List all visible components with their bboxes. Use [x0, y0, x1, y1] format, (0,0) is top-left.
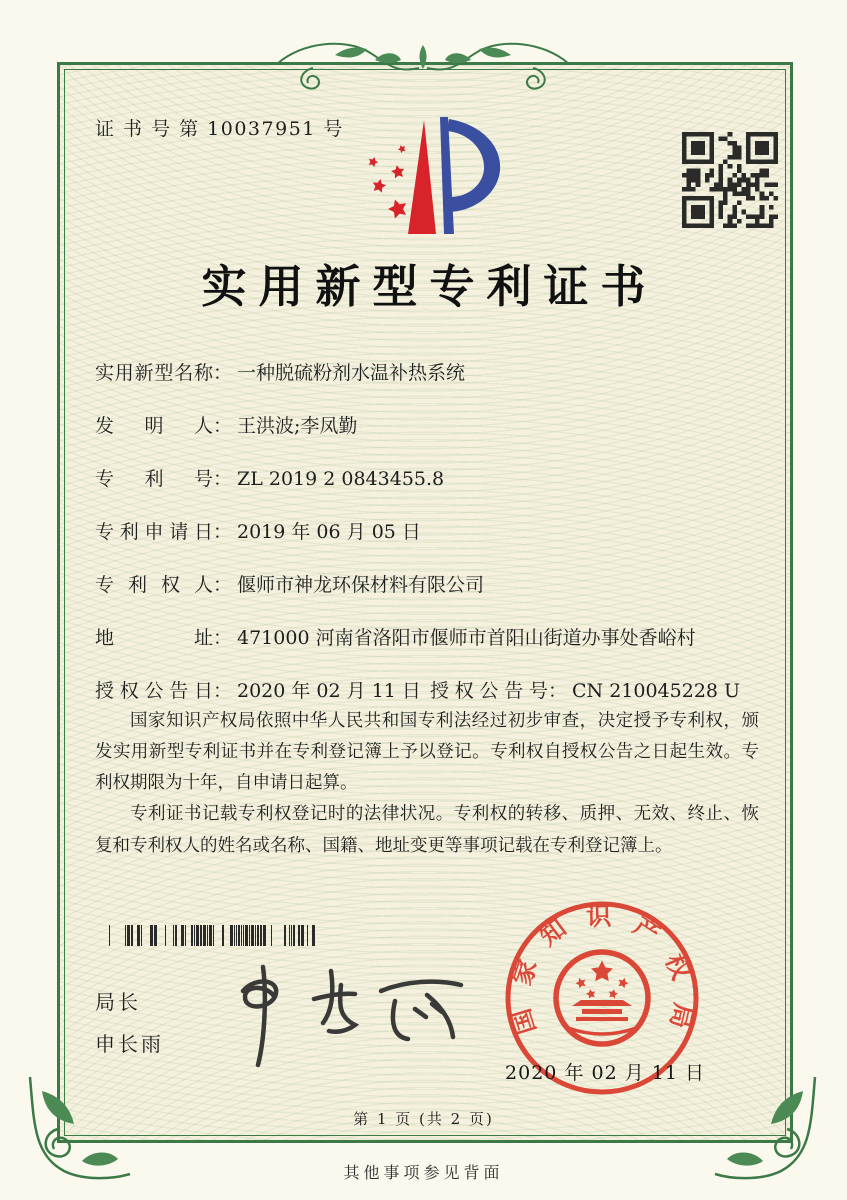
svg-text:产: 产	[628, 910, 666, 949]
certificate-title: 实用新型专利证书	[201, 260, 658, 313]
field-label: 专利权人	[95, 574, 213, 596]
field-row: 专利号： ZL 2019 2 0843455.8	[95, 464, 759, 492]
field-value: ZL 2019 2 0843455.8	[237, 468, 445, 490]
top-ornament-icon	[273, 33, 573, 93]
field-value: 王洪波;李凤勤	[237, 415, 358, 437]
barcode	[103, 925, 318, 946]
field-label: 实用新型名称	[95, 362, 213, 384]
field-row: 发明人： 王洪波;李凤勤	[95, 411, 759, 439]
svg-text:家: 家	[507, 955, 543, 989]
qr-code	[682, 132, 778, 228]
field-list	[95, 358, 759, 676]
seal-date: 2020 年 02 月 11 日	[505, 1062, 705, 1084]
field-value: 2019 年 06 月 05 日	[237, 521, 421, 543]
field-label: 地址	[95, 627, 213, 649]
field-value: 471000 河南省洛阳市偃师市首阳山街道办事处香峪村	[237, 627, 696, 649]
commissioner-title: 局长	[95, 990, 141, 1014]
back-note: 其他事项参见背面	[343, 1163, 504, 1182]
cnipa-logo-icon	[350, 112, 510, 242]
grant-number: 授权公告号： CN 210045228 U	[430, 680, 741, 702]
field-row: 地址： 471000 河南省洛阳市偃师市首阳山街道办事处香峪村	[95, 623, 759, 651]
national-emblem-icon	[556, 952, 648, 1044]
field-label: 专利申请日	[95, 521, 213, 543]
svg-text:权: 权	[659, 949, 697, 984]
legal-paragraph: 国家知识产权局依照中华人民共和国专利法经过初步审查，决定授予专利权，颁发实用新型专利证书并在专利登记簿上予以登记。专利权自授权公告之日起生效。专利权期限为十年，自申请日起算。	[95, 711, 759, 794]
svg-text:国: 国	[506, 1005, 542, 1038]
field-row: 专利申请日： 2019 年 06 月 05 日	[95, 517, 759, 545]
page-indicator: 第 1 页 (共 2 页)	[353, 1110, 494, 1128]
field-value: 一种脱硫粉剂水温补热系统	[237, 362, 466, 384]
legal-text	[95, 706, 759, 862]
svg-text:局: 局	[664, 1000, 699, 1032]
field-label: 专利号	[95, 468, 213, 490]
legal-paragraph: 专利证书记载专利权登记时的法律状况。专利权的转移、质押、无效、终止、恢复和专利权人的姓名或名称、国籍、地址变更等事项记载在专利登记簿上。	[95, 804, 759, 856]
field-row: 实用新型名称： 一种脱硫粉剂水温补热系统	[95, 358, 759, 386]
commissioner-name: 申长雨	[95, 1032, 164, 1056]
svg-text:识: 识	[585, 901, 612, 932]
grant-date: 授权公告日： 2020 年 02 月 11 日	[95, 680, 421, 702]
field-label: 发明人	[95, 415, 213, 437]
field-value: 偃师市神龙环保材料有限公司	[237, 574, 485, 596]
certificate-number: 证 书 号 第 10037951 号	[95, 118, 344, 140]
field-row: 专利权人： 偃师市神龙环保材料有限公司	[95, 570, 759, 598]
svg-text:知: 知	[534, 913, 572, 952]
signature-icon	[215, 955, 465, 1073]
